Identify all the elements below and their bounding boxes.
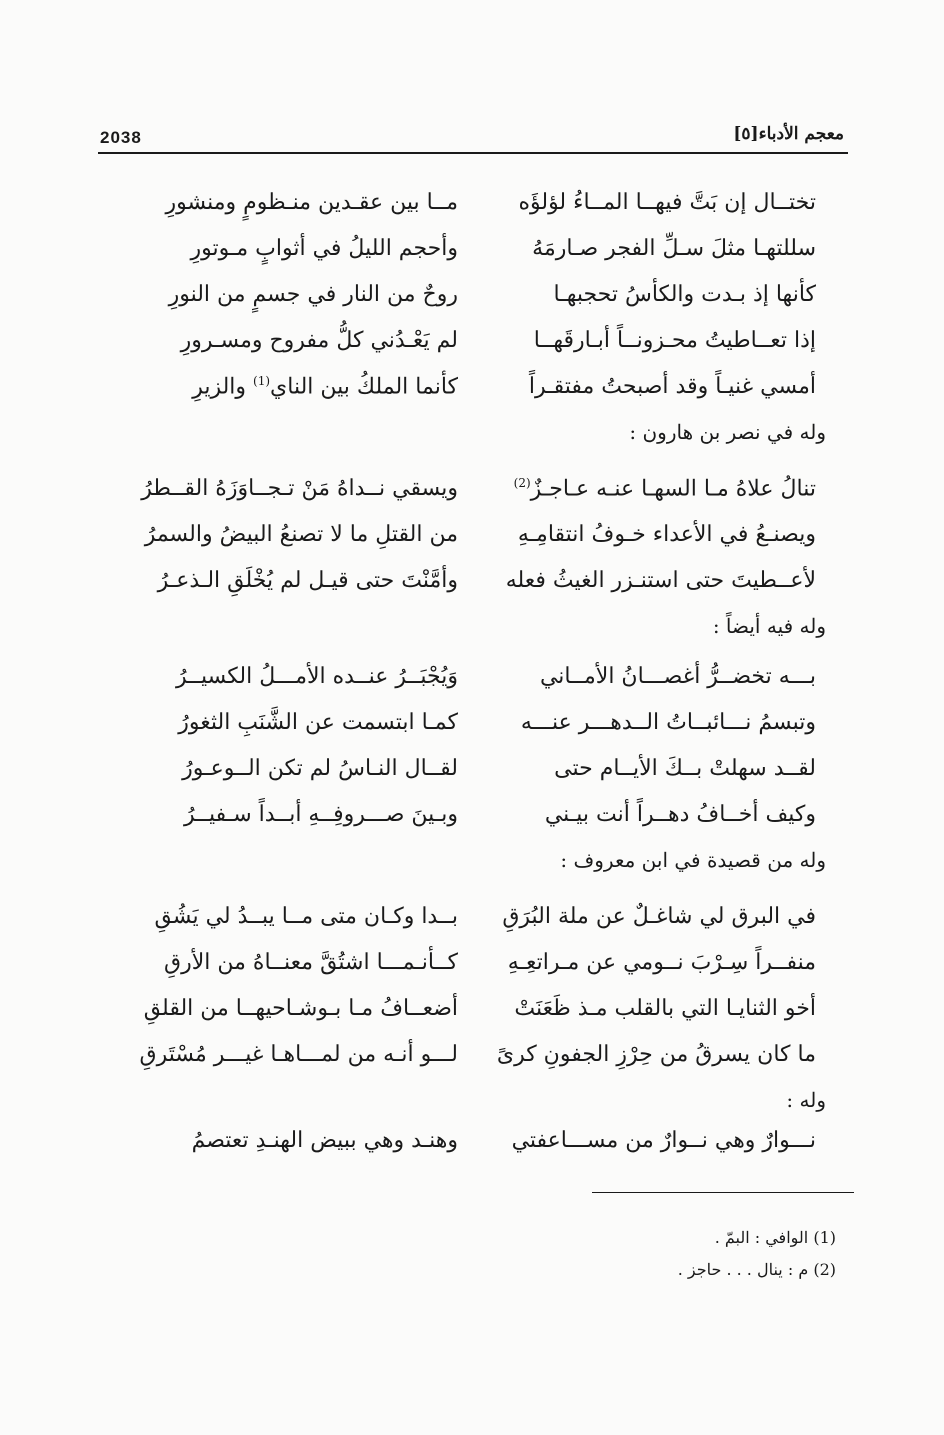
verse-line: [0, 368, 944, 414]
footnote: (2) م : ينال . . . حاجز .: [677, 1260, 836, 1279]
footnotes: [678, 1228, 836, 1292]
verse-line: [0, 276, 944, 322]
verse-first-hemistich: ما كان يسرقُ من حِرْزِ الجفونِ كرىً: [496, 1042, 816, 1067]
verse-first-hemistich: أمسي غنيـاً وقد أصبحتُ مفتقـراً: [528, 374, 816, 399]
verse-line: [0, 1122, 944, 1168]
verse-line: [0, 898, 944, 944]
verse-second-hemistich: لقــال النـاسُ لم تكن الــوعـورُ: [182, 756, 458, 781]
verse-second-hemistich: مــا بين عقـدين منـظومٍ ومنشورِ: [165, 190, 458, 215]
verse-line: [0, 516, 944, 562]
verse-first-hemistich: لقــد سهلتْ بــكَ الأيــام حتى: [554, 756, 816, 781]
verse-first-hemistich: لأعــطيتَ حتى استنـزر الغيثُ فعله: [505, 568, 816, 593]
verse-second-hemistich: كمـا ابتسمت عن الشَّنَبِ الثغورُ: [178, 710, 458, 735]
verse-first-hemistich: نـــوارٌ وهي نــوارٌ من مســـاعفتي: [511, 1128, 816, 1153]
footnote-marker: (2): [513, 476, 531, 490]
verse-first-hemistich: في البرق لي شاغـلٌ عن ملة البُرَقِ: [502, 904, 816, 929]
book-title: معجم الأدباء[٥]: [733, 124, 844, 144]
hemistich-text: تنالُ علاهُ مـا السهـا عنـه عـاجـزٌ: [530, 476, 816, 502]
verse-first-hemistich: وكيف أخــافُ دهــراً أنت بيـني: [544, 802, 816, 827]
verse-line: [0, 658, 944, 704]
verse-line: [0, 322, 944, 368]
verse-line: [0, 230, 944, 276]
verse-first-hemistich: كأنها إذ بـدت والكأسُ تحجبهـا: [553, 282, 816, 307]
verse-second-hemistich: من القتلِ ما لا تصنعُ البيضُ والسمرُ: [144, 522, 458, 547]
section-caption-line: [0, 414, 944, 460]
verse-second-hemistich: وأحجم الليلُ في أثوابٍ مـوتورِ: [190, 236, 458, 261]
verse-line: [0, 990, 944, 1036]
section-caption: وله فيه أيضاً :: [712, 614, 826, 638]
verse-line: [0, 750, 944, 796]
verse-second-hemistich: ويسقي نــداهُ مَنْ تـجــاوَزَهُ القــطرُ: [141, 476, 458, 501]
hemistich-text: كأنما الملكُ بين الناي: [270, 374, 458, 400]
verse-first-hemistich: [486, 476, 816, 501]
verse-line: [0, 944, 944, 990]
verse-second-hemistich: بــدا وكـان متى مــا يبــدُ لي يَشُقِ: [154, 904, 458, 929]
section-caption-line: [0, 1082, 944, 1122]
page-number: 2038: [100, 128, 142, 147]
section-caption-line: [0, 608, 944, 648]
verse-first-hemistich: أخو الثنايـا التي بالقلب مـذ ظَعَنَتْ: [514, 996, 816, 1021]
verse-second-hemistich: لـــو أنـه من لمـــاهـا غيـــر مُسْتَرقِ: [139, 1042, 458, 1067]
verse-line: [0, 184, 944, 230]
verse-second-hemistich: وبـينَ صـــروفِــهِ أبــداً سـفيــرُ: [183, 802, 458, 827]
hemistich-text: والزيرِ: [192, 374, 254, 400]
verse-second-hemistich: وَيُجْبَــرُ عنــده الأمـــلُ الكسيــرُ: [175, 664, 458, 689]
verse-line: [0, 1036, 944, 1082]
verse-first-hemistich: تختــال إن بَتَّ فيهــا المــاءُ لؤلؤَه: [518, 190, 816, 215]
section-caption: وله :: [786, 1088, 826, 1112]
verse-body: [0, 184, 944, 1168]
verse-first-hemistich: منفــراً سِـرْبَ نــومي عن مـراتعِـهِ: [507, 950, 816, 975]
section-caption-line: [0, 842, 944, 888]
verse-line: [0, 796, 944, 842]
verse-line: [0, 470, 944, 516]
footnote: (1) الوافي : البمّ .: [714, 1228, 836, 1247]
verse-first-hemistich: وتبسمُ نـــائبــاتُ الــدهـــر عنـــه: [520, 710, 816, 735]
verse-first-hemistich: إذا تعــاطيتُ محـزونــاً أبـارقَهــا: [533, 328, 816, 353]
section-caption: وله في نصر بن هارون :: [629, 420, 826, 444]
verse-second-hemistich: روحٌ من النار في جسمٍ من النورِ: [168, 282, 458, 307]
verse-second-hemistich: أضعــافُ مـا بـوشـاحيهــا من القلقِ: [143, 996, 458, 1021]
footnote-marker: (1): [253, 374, 271, 388]
verse-second-hemistich: كــأنـمـــا اشتُقَّ معنــاهُ من الأرقِ: [164, 950, 458, 975]
verse-second-hemistich: وأمَّنْتَ حتى قيـل لم يُخْلَقِ الـذعـرُ: [157, 568, 458, 593]
verse-second-hemistich: لم يَعْـدُني كلُّ مفروح ومسـرورِ: [180, 328, 458, 353]
section-caption: وله من قصيدة في ابن معروف :: [560, 848, 826, 872]
footnote-rule: [592, 1192, 854, 1193]
header-rule: [98, 152, 848, 154]
verse-second-hemistich: [128, 374, 458, 399]
verse-first-hemistich: ويصنـعُ في الأعداء خـوفُ انتقامِـهِ: [517, 522, 816, 547]
verse-first-hemistich: بـــه تخضــرُّ أغصـــانُ الأمــاني: [539, 664, 816, 689]
verse-line: [0, 704, 944, 750]
verse-second-hemistich: وهنـد وهي ببيض الهنـدِ تعتصمُ: [191, 1128, 458, 1153]
verse-first-hemistich: سللتهـا مثلَ سـلِّ الفجر صـارمَهُ: [532, 236, 816, 261]
verse-line: [0, 562, 944, 608]
